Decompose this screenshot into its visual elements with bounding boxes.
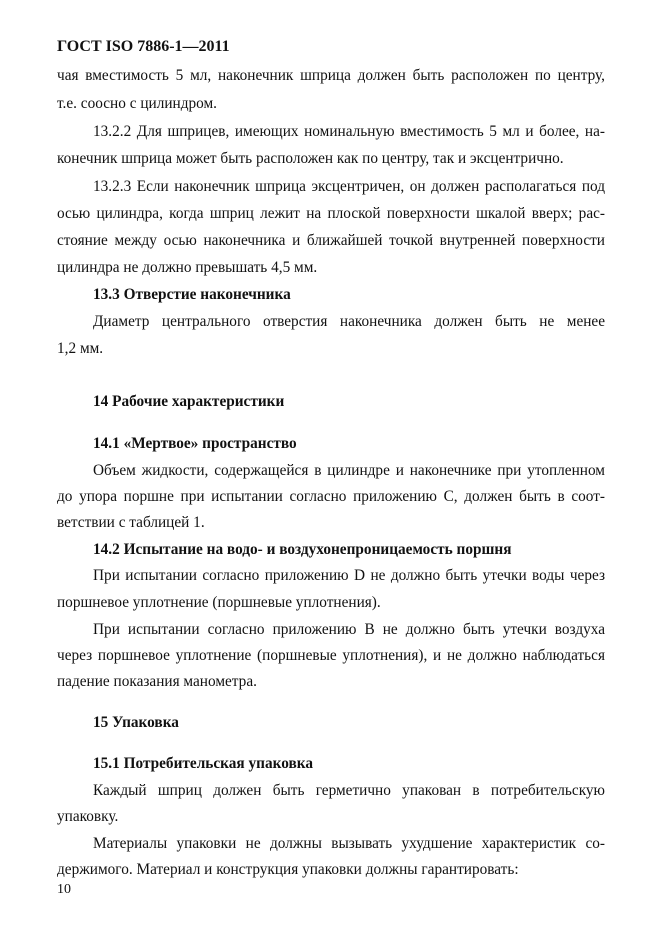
heading-13-3: 13.3 Отверстие наконечника	[93, 286, 291, 303]
text-line: держимого. Материал и конструкция упаковки должны гарантировать:	[57, 861, 519, 878]
clause-13-2-2: 13.2.2 Для шприцев, имеющих номинальную вместимость 5 мл и более, на-	[93, 123, 605, 140]
text-line: Объем жидкости, содержащейся в цилиндре и наконечнике при утопленном	[93, 462, 605, 479]
text-line: чая вместимость 5 мл, наконечник шприца должен быть расположен по центру,	[57, 67, 605, 84]
text-line: т.е. соосно с цилиндром.	[57, 95, 217, 112]
text-line: стояние между осью наконечника и ближайшей точкой внутренней поверхности	[57, 232, 605, 249]
text-line: Материалы упаковки не должны вызывать ухудшение характеристик со-	[93, 835, 605, 852]
text-line: падение показания манометра.	[57, 673, 257, 690]
heading-14-1: 14.1 «Мертвое» пространство	[93, 435, 297, 452]
heading-15: 15 Упаковка	[93, 714, 179, 731]
text-line: конечник шприца может быть расположен как по центру, так и эксцентрично.	[57, 150, 564, 167]
text-line: При испытании согласно приложению D не должно быть утечки воды через	[93, 567, 605, 584]
text-line: осью цилиндра, когда шприц лежит на плоской поверхности шкалой вверх; рас-	[57, 205, 605, 222]
text-line: через поршневое уплотнение (поршневые уплотнения), и не должно наблюдаться	[57, 647, 605, 664]
text-line: упаковку.	[57, 808, 119, 825]
heading-15-1: 15.1 Потребительская упаковка	[93, 755, 313, 772]
text-line: до упора поршне при испытании согласно приложению С, должен быть в соот-	[57, 488, 605, 505]
text-line: поршневое уплотнение (поршневые уплотнения).	[57, 594, 381, 611]
clause-13-2-3: 13.2.3 Если наконечник шприца эксцентричен, он должен располагаться под	[93, 178, 605, 195]
heading-14: 14 Рабочие характеристики	[93, 393, 285, 410]
standard-header: ГОСТ ISO 7886-1—2011	[57, 38, 230, 55]
text-line: Каждый шприц должен быть герметично упакован в потребительскую	[93, 782, 605, 799]
text-line: При испытании согласно приложению В не должно быть утечки воздуха	[93, 621, 605, 638]
text-line: ветствии с таблицей 1.	[57, 514, 205, 531]
text-line: цилиндра не должно превышать 4,5 мм.	[57, 259, 318, 276]
heading-14-2: 14.2 Испытание на водо- и воздухонепроницаемость поршня	[93, 541, 512, 558]
page-number: 10	[57, 882, 71, 897]
text-line: 1,2 мм.	[57, 340, 104, 357]
text-line: Диаметр центрального отверстия наконечника должен быть не менее	[93, 313, 605, 330]
